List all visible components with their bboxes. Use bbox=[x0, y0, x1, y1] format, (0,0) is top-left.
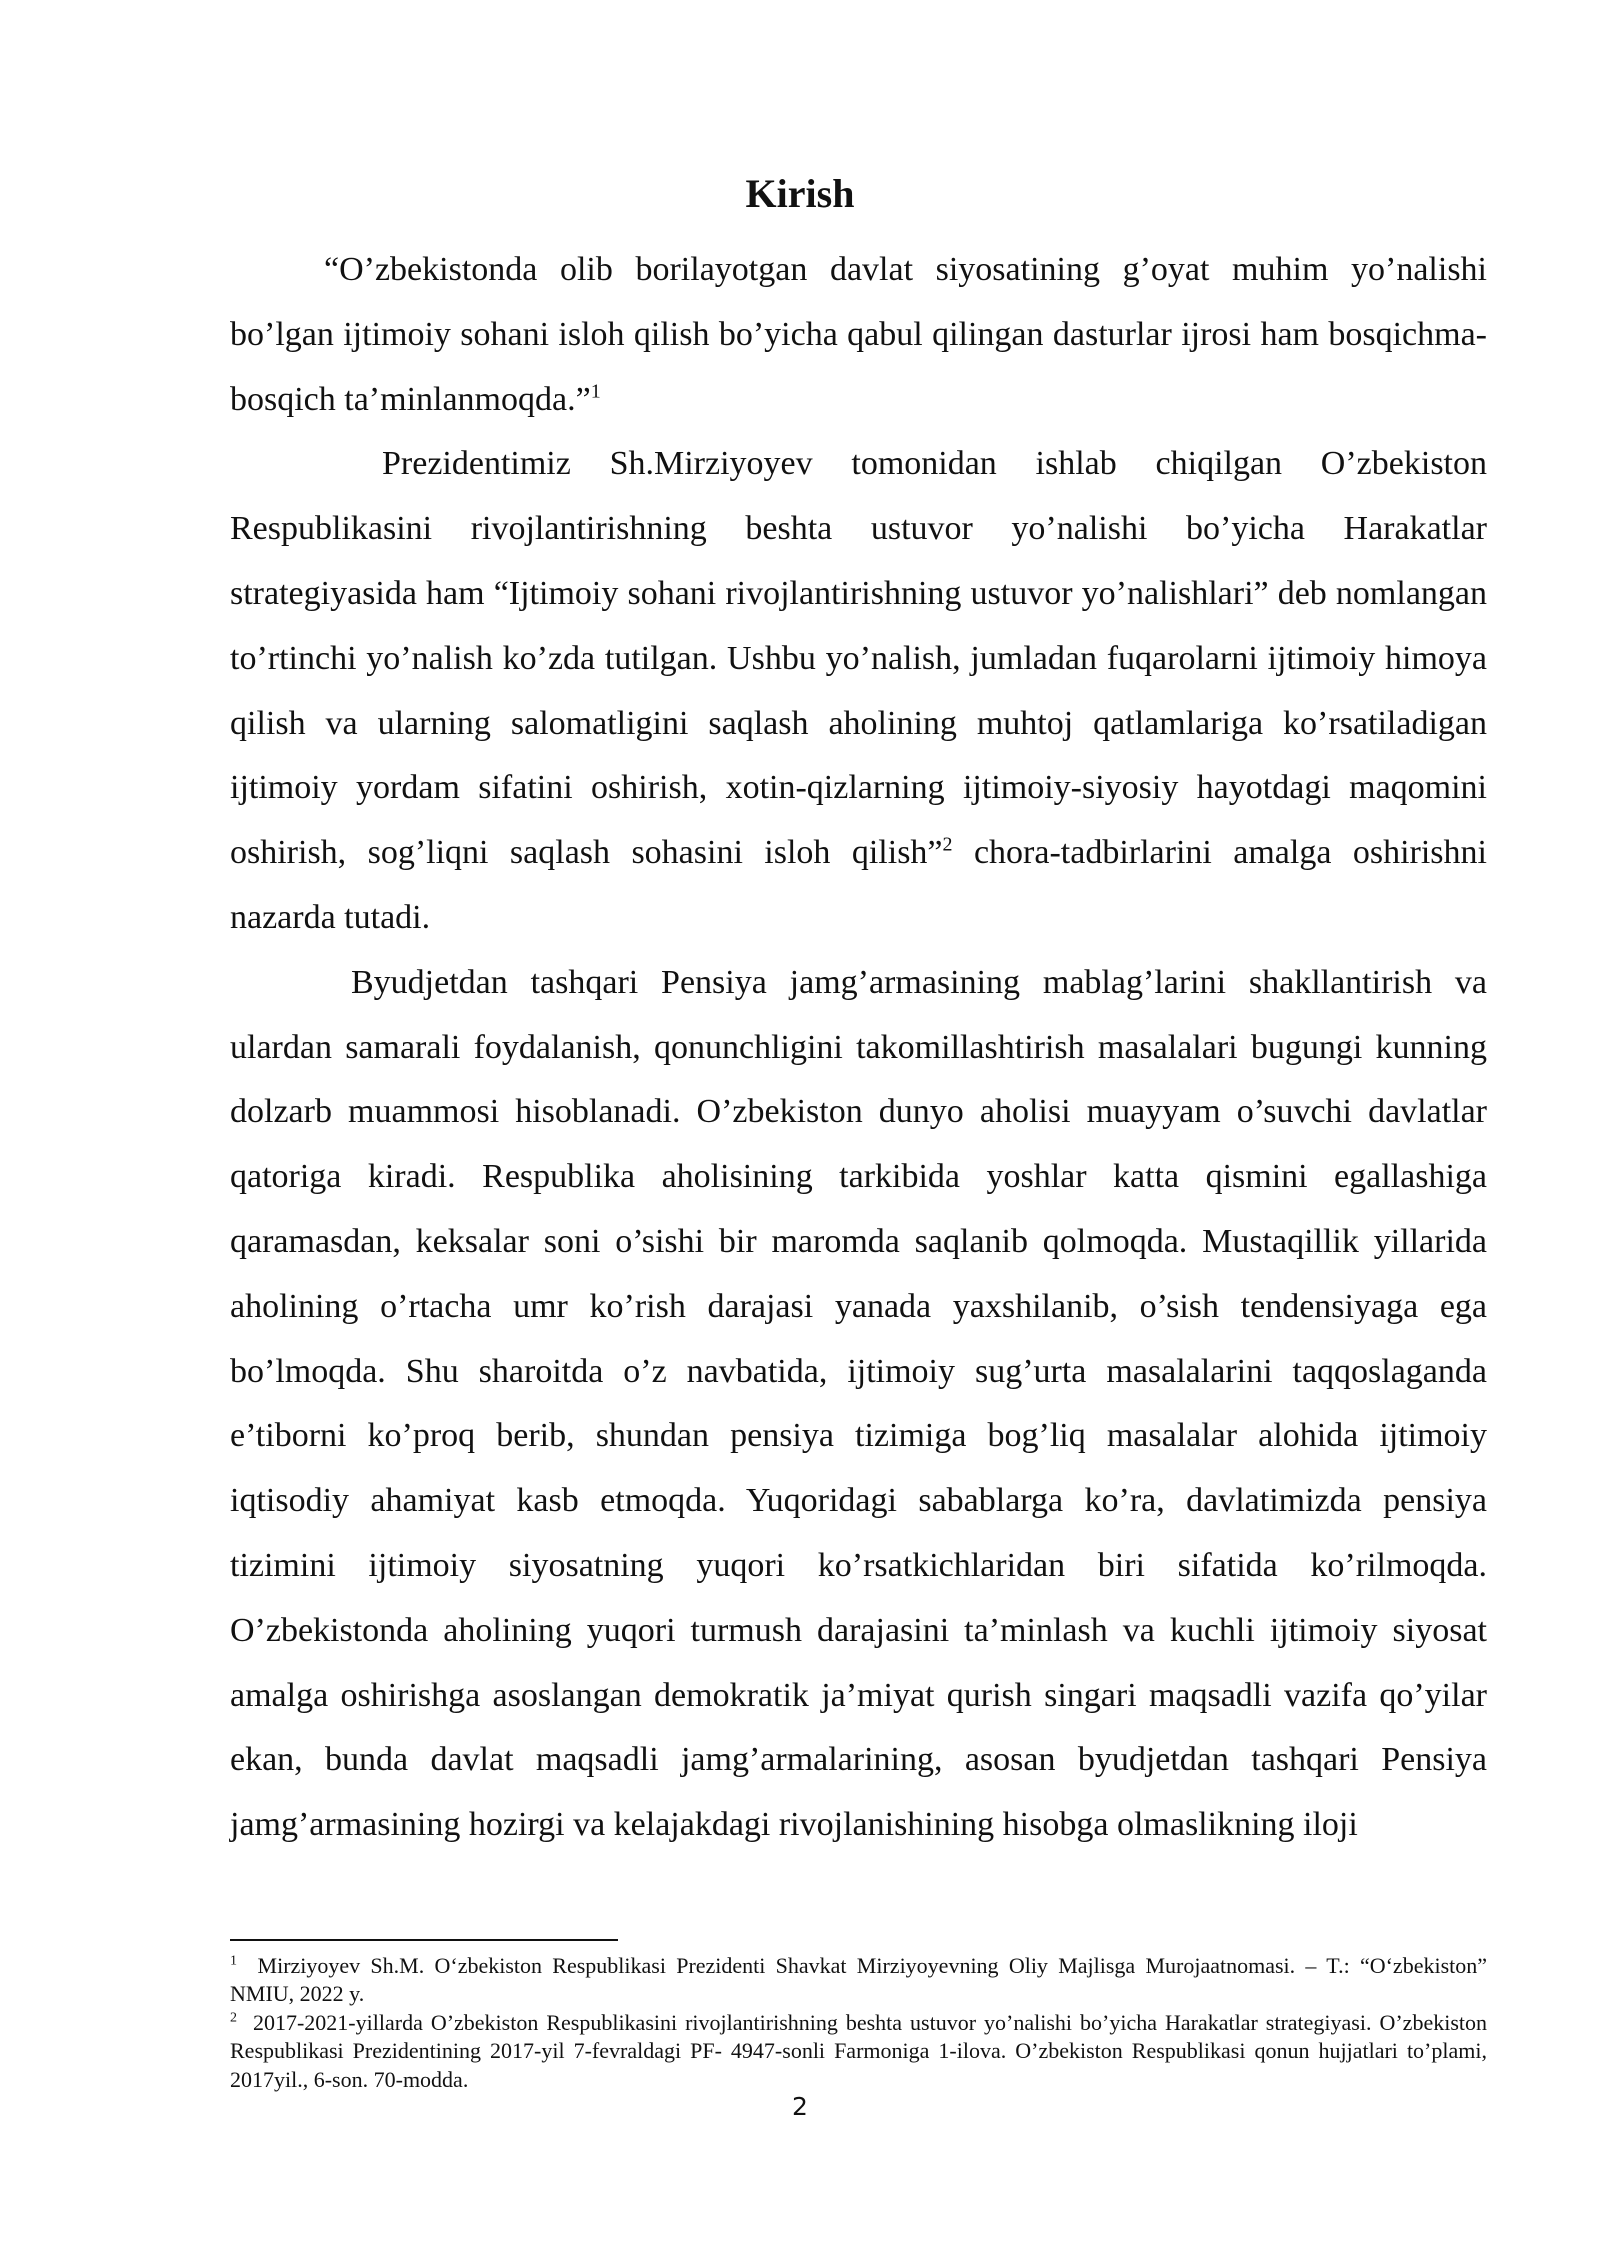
footnote-1-marker: 1 bbox=[230, 1953, 237, 1969]
footnote-2-text: 2017-2021-yillarda O’zbekiston Respublikasini rivojlantirishning beshta ustuvor yo’nalishi bo’yicha Harakatlar strategiyasi. O’zbekiston Respublikasi Prezidentining 2017-yil 7-fevraldagi PF- 4947-sonli Farmoniga 1-ilova. O’zbekiston Respublikasi qonun hujjatlari to’plami, 2017yil., 6-son. 70-modda. bbox=[230, 2009, 1487, 2092]
paragraph-2-text-end: chora-tadbirlarini amalga oshirishni nazarda tutadi. bbox=[230, 834, 1487, 936]
footnote-ref-1: 1 bbox=[590, 380, 601, 403]
footnotes bbox=[230, 1952, 1487, 2094]
footnote-ref-2: 2 bbox=[942, 833, 953, 856]
footnote-2-marker: 2 bbox=[230, 2010, 237, 2026]
footnote-1-text: Mirziyoyev Sh.M. O‘zbekiston Respublikasi Prezidenti Shavkat Mirziyoyevning Oliy Majlisga Murojaatnomasi. – T.: “O‘zbekiston” NMIU, 2022 y. bbox=[230, 1953, 1488, 2007]
footnote-2 bbox=[230, 2009, 1487, 2094]
body-text bbox=[230, 238, 1487, 1858]
paragraph-2 bbox=[230, 432, 1487, 950]
footnote-1 bbox=[230, 1952, 1487, 2009]
page-number: 2 bbox=[792, 2092, 808, 2121]
paragraph-1-text: “O’zbekistonda olib borilayotgan davlat siyosatining g’oyat muhim yo’nalishi bo’lgan ijtimoiy sohani isloh qilish bo’yicha qabul qilingan dasturlar ijrosi ham bosqichma-bosqich ta’minlanmoqda.” bbox=[230, 251, 1487, 418]
paragraph-1 bbox=[230, 238, 1487, 432]
paragraph-3-text: Byudjetdan tashqari Pensiya jamg’armasining mablag’larini shakllantirish va ulardan samarali foydalanish, qonunchligini takomillashtirish masalalari bugungi kunning dolzarb muammosi hisoblanadi. O’zbekiston dunyo aholisi muayyam o’suvchi davlatlar qatoriga kiradi. Respublika aholisining tarkibida yoshlar katta qismini egallashiga qaramasdan, keksalar soni o’sishi bir maromda saqlanib qolmoqda. Mustaqillik yillarida aholining o’rtacha umr ko’rish darajasi yanada yaxshilanib, o’sish tendensiyaga ega bo’lmoqda. Shu sharoitda o’z navbatida, ijtimoiy sug’urta masalalarini taqqoslaganda e’tiborni ko’proq berib, shundan pensiya tizimiga bog’liq masalalar alohida ijtimoiy iqtisodiy ahamiyat kasb etmoqda. Yuqoridagi sabablarga ko’ra, davlatimizda pensiya tizimini ijtimoiy siyosatning yuqori ko’rsatkichlaridan biri sifatida ko’rilmoqda. O’zbekistonda aholining yuqori turmush darajasini ta’minlash va kuchli ijtimoiy siyosat amalga oshirishga asoslangan demokratik ja’miyat qurish singari maqsadli vazifa qo’yilar ekan, bunda davlat maqsadli jamg’armalarining, asosan byudjetdan tashqari Pensiya jamg’armasining hozirgi va kelajakdagi rivojlanishining hisobga olmaslikning iloji bbox=[230, 963, 1487, 1844]
page-heading: Kirish bbox=[745, 171, 855, 216]
footnote-separator bbox=[230, 1939, 618, 1941]
paragraph-3 bbox=[230, 951, 1487, 1858]
paragraph-2-text: Prezidentimiz Sh.Mirziyoyev tomonidan ishlab chiqilgan O’zbekiston Respublikasini rivojlantirishning beshta ustuvor yo’nalishi bo’yicha Harakatlar strategiyasida ham “Ijtimoiy sohani rivojlantirishning ustuvor yo’nalishlari” deb nomlangan to’rtinchi yo’nalish ko’zda tutilgan. Ushbu yo’nalish, jumladan fuqarolarni ijtimoiy himoya qilish va ularning salomatligini saqlash aholining muhtoj qatlamlariga ko’rsatiladigan ijtimoiy yordam sifatini oshirish, xotin-qizlarning ijtimoiy-siyosiy hayotdagi maqomini oshirish, sog’liqni saqlash sohasini isloh qilish” bbox=[230, 445, 1487, 872]
